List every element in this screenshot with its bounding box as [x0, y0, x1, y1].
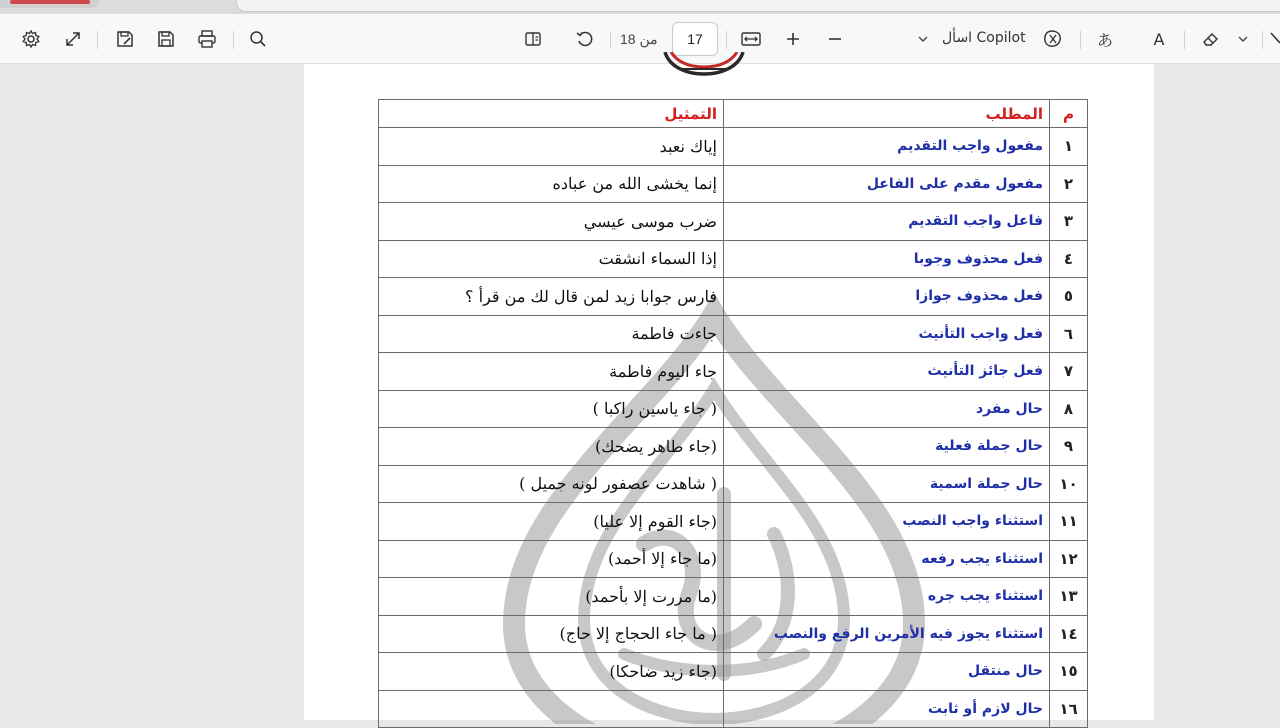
row-requirement: استثناء يجب جره [724, 578, 1050, 616]
table-row [379, 203, 1088, 241]
pdf-page [304, 64, 1154, 720]
table-row [379, 165, 1088, 203]
table-row [379, 128, 1088, 166]
row-requirement: حال جملة اسمية [724, 465, 1050, 503]
table-row [379, 353, 1088, 391]
row-number: ٣ [1050, 203, 1088, 241]
page-total-label: من 18 [620, 31, 658, 47]
row-example: إنما يخشى الله من عباده [379, 165, 724, 203]
row-number: ٧ [1050, 353, 1088, 391]
zoom-in-icon[interactable] [780, 26, 806, 52]
row-number: ٢ [1050, 165, 1088, 203]
row-requirement: مفعول مقدم على الفاعل [724, 165, 1050, 203]
row-requirement: حال لازم أو ثابت [724, 690, 1050, 728]
table-row [379, 653, 1088, 691]
row-number: ١ [1050, 128, 1088, 166]
search-icon[interactable] [245, 26, 271, 52]
browser-tab[interactable] [0, 0, 100, 8]
row-example: فارس جوابا زيد لمن قال لك من قرأ ؟ [379, 278, 724, 316]
row-requirement: فعل محذوف جوازا [724, 278, 1050, 316]
table-row [379, 690, 1088, 728]
page-view-icon[interactable] [520, 26, 546, 52]
row-requirement: مفعول واجب التقديم [724, 128, 1050, 166]
row-example: ( جاء ياسين راكبا ) [379, 390, 724, 428]
row-number: ٨ [1050, 390, 1088, 428]
table-row [379, 278, 1088, 316]
toolbar-divider [610, 31, 611, 49]
toolbar-divider [1262, 31, 1263, 49]
row-example [379, 690, 724, 728]
save-as-icon[interactable] [112, 26, 138, 52]
row-example: ( شاهدت عصفور لونه جميل ) [379, 465, 724, 503]
row-example: جاء اليوم فاطمة [379, 353, 724, 391]
row-requirement: حال منتقل [724, 653, 1050, 691]
pdf-toolbar [0, 14, 1280, 64]
table-row [379, 615, 1088, 653]
row-number: ١٢ [1050, 540, 1088, 578]
row-number: ٩ [1050, 428, 1088, 466]
table-header-row [379, 100, 1088, 128]
row-number: ١٤ [1050, 615, 1088, 653]
chevron-down-icon[interactable] [1236, 26, 1250, 52]
table-row [379, 390, 1088, 428]
row-requirement: استثناء يجب رفعه [724, 540, 1050, 578]
row-requirement: حال جملة فعلية [724, 428, 1050, 466]
table-row [379, 465, 1088, 503]
header-example: التمثيل [379, 100, 724, 128]
row-example: (جاء زيد ضاحكا) [379, 653, 724, 691]
row-number: ٥ [1050, 278, 1088, 316]
draw-icon[interactable] [1268, 26, 1280, 52]
row-requirement: فعل واجب التأنيث [724, 315, 1050, 353]
settings-gear-icon[interactable] [18, 26, 44, 52]
toolbar-divider [1184, 31, 1185, 49]
ask-copilot-button[interactable]: اسأل Copilot [942, 30, 1026, 46]
chevron-down-icon[interactable] [915, 26, 931, 52]
row-number: ٦ [1050, 315, 1088, 353]
row-requirement: حال مفرد [724, 390, 1050, 428]
row-example: (جاء طاهر يضحك) [379, 428, 724, 466]
expand-icon[interactable] [60, 26, 86, 52]
row-requirement: استثناء يجوز فيه الأمرين الرفع والنصب [724, 615, 1050, 653]
row-number: ١٥ [1050, 653, 1088, 691]
row-number: ١١ [1050, 503, 1088, 541]
copilot-icon[interactable] [1040, 26, 1066, 52]
row-example: جاءت فاطمة [379, 315, 724, 353]
row-example: (ما مررت إلا بأحمد) [379, 578, 724, 616]
logo-emblem [659, 52, 749, 80]
row-example: (جاء القوم إلا عليا) [379, 503, 724, 541]
toolbar-divider [1080, 31, 1081, 49]
header-num: م [1050, 100, 1088, 128]
tab-strip [0, 0, 1280, 14]
toolbar-divider [726, 31, 727, 49]
row-example: ضرب موسى عيسي [379, 203, 724, 241]
page-number-input[interactable] [672, 22, 718, 56]
row-example: إياك نعبد [379, 128, 724, 166]
read-aloud-icon[interactable]: A [1153, 29, 1165, 49]
toolbar-divider [233, 31, 234, 49]
table-row [379, 240, 1088, 278]
row-number: ١٣ [1050, 578, 1088, 616]
eraser-icon[interactable] [1198, 26, 1224, 52]
row-example: ( ما جاء الحجاج إلا حاج) [379, 615, 724, 653]
table-row [379, 428, 1088, 466]
row-number: ١٦ [1050, 690, 1088, 728]
zoom-out-icon[interactable] [822, 26, 848, 52]
grammar-table [378, 99, 1088, 728]
row-number: ٤ [1050, 240, 1088, 278]
save-icon[interactable] [153, 26, 179, 52]
row-requirement: فاعل واجب التقديم [724, 203, 1050, 241]
row-example: إذا السماء انشقت [379, 240, 724, 278]
active-browser-tab[interactable] [236, 0, 1280, 12]
header-requirement: المطلب [724, 100, 1050, 128]
print-icon[interactable] [194, 26, 220, 52]
table-row [379, 503, 1088, 541]
table-row [379, 315, 1088, 353]
table-row [379, 540, 1088, 578]
translate-icon[interactable]: あ [1096, 30, 1113, 50]
row-requirement: استثناء واجب النصب [724, 503, 1050, 541]
rotate-icon[interactable] [572, 26, 598, 52]
row-requirement: فعل محذوف وجوبا [724, 240, 1050, 278]
row-number: ١٠ [1050, 465, 1088, 503]
fit-width-icon[interactable] [738, 26, 764, 52]
toolbar-divider [97, 31, 98, 49]
table-row [379, 578, 1088, 616]
row-example: (ما جاء إلا أحمد) [379, 540, 724, 578]
row-requirement: فعل جائز التأنيث [724, 353, 1050, 391]
